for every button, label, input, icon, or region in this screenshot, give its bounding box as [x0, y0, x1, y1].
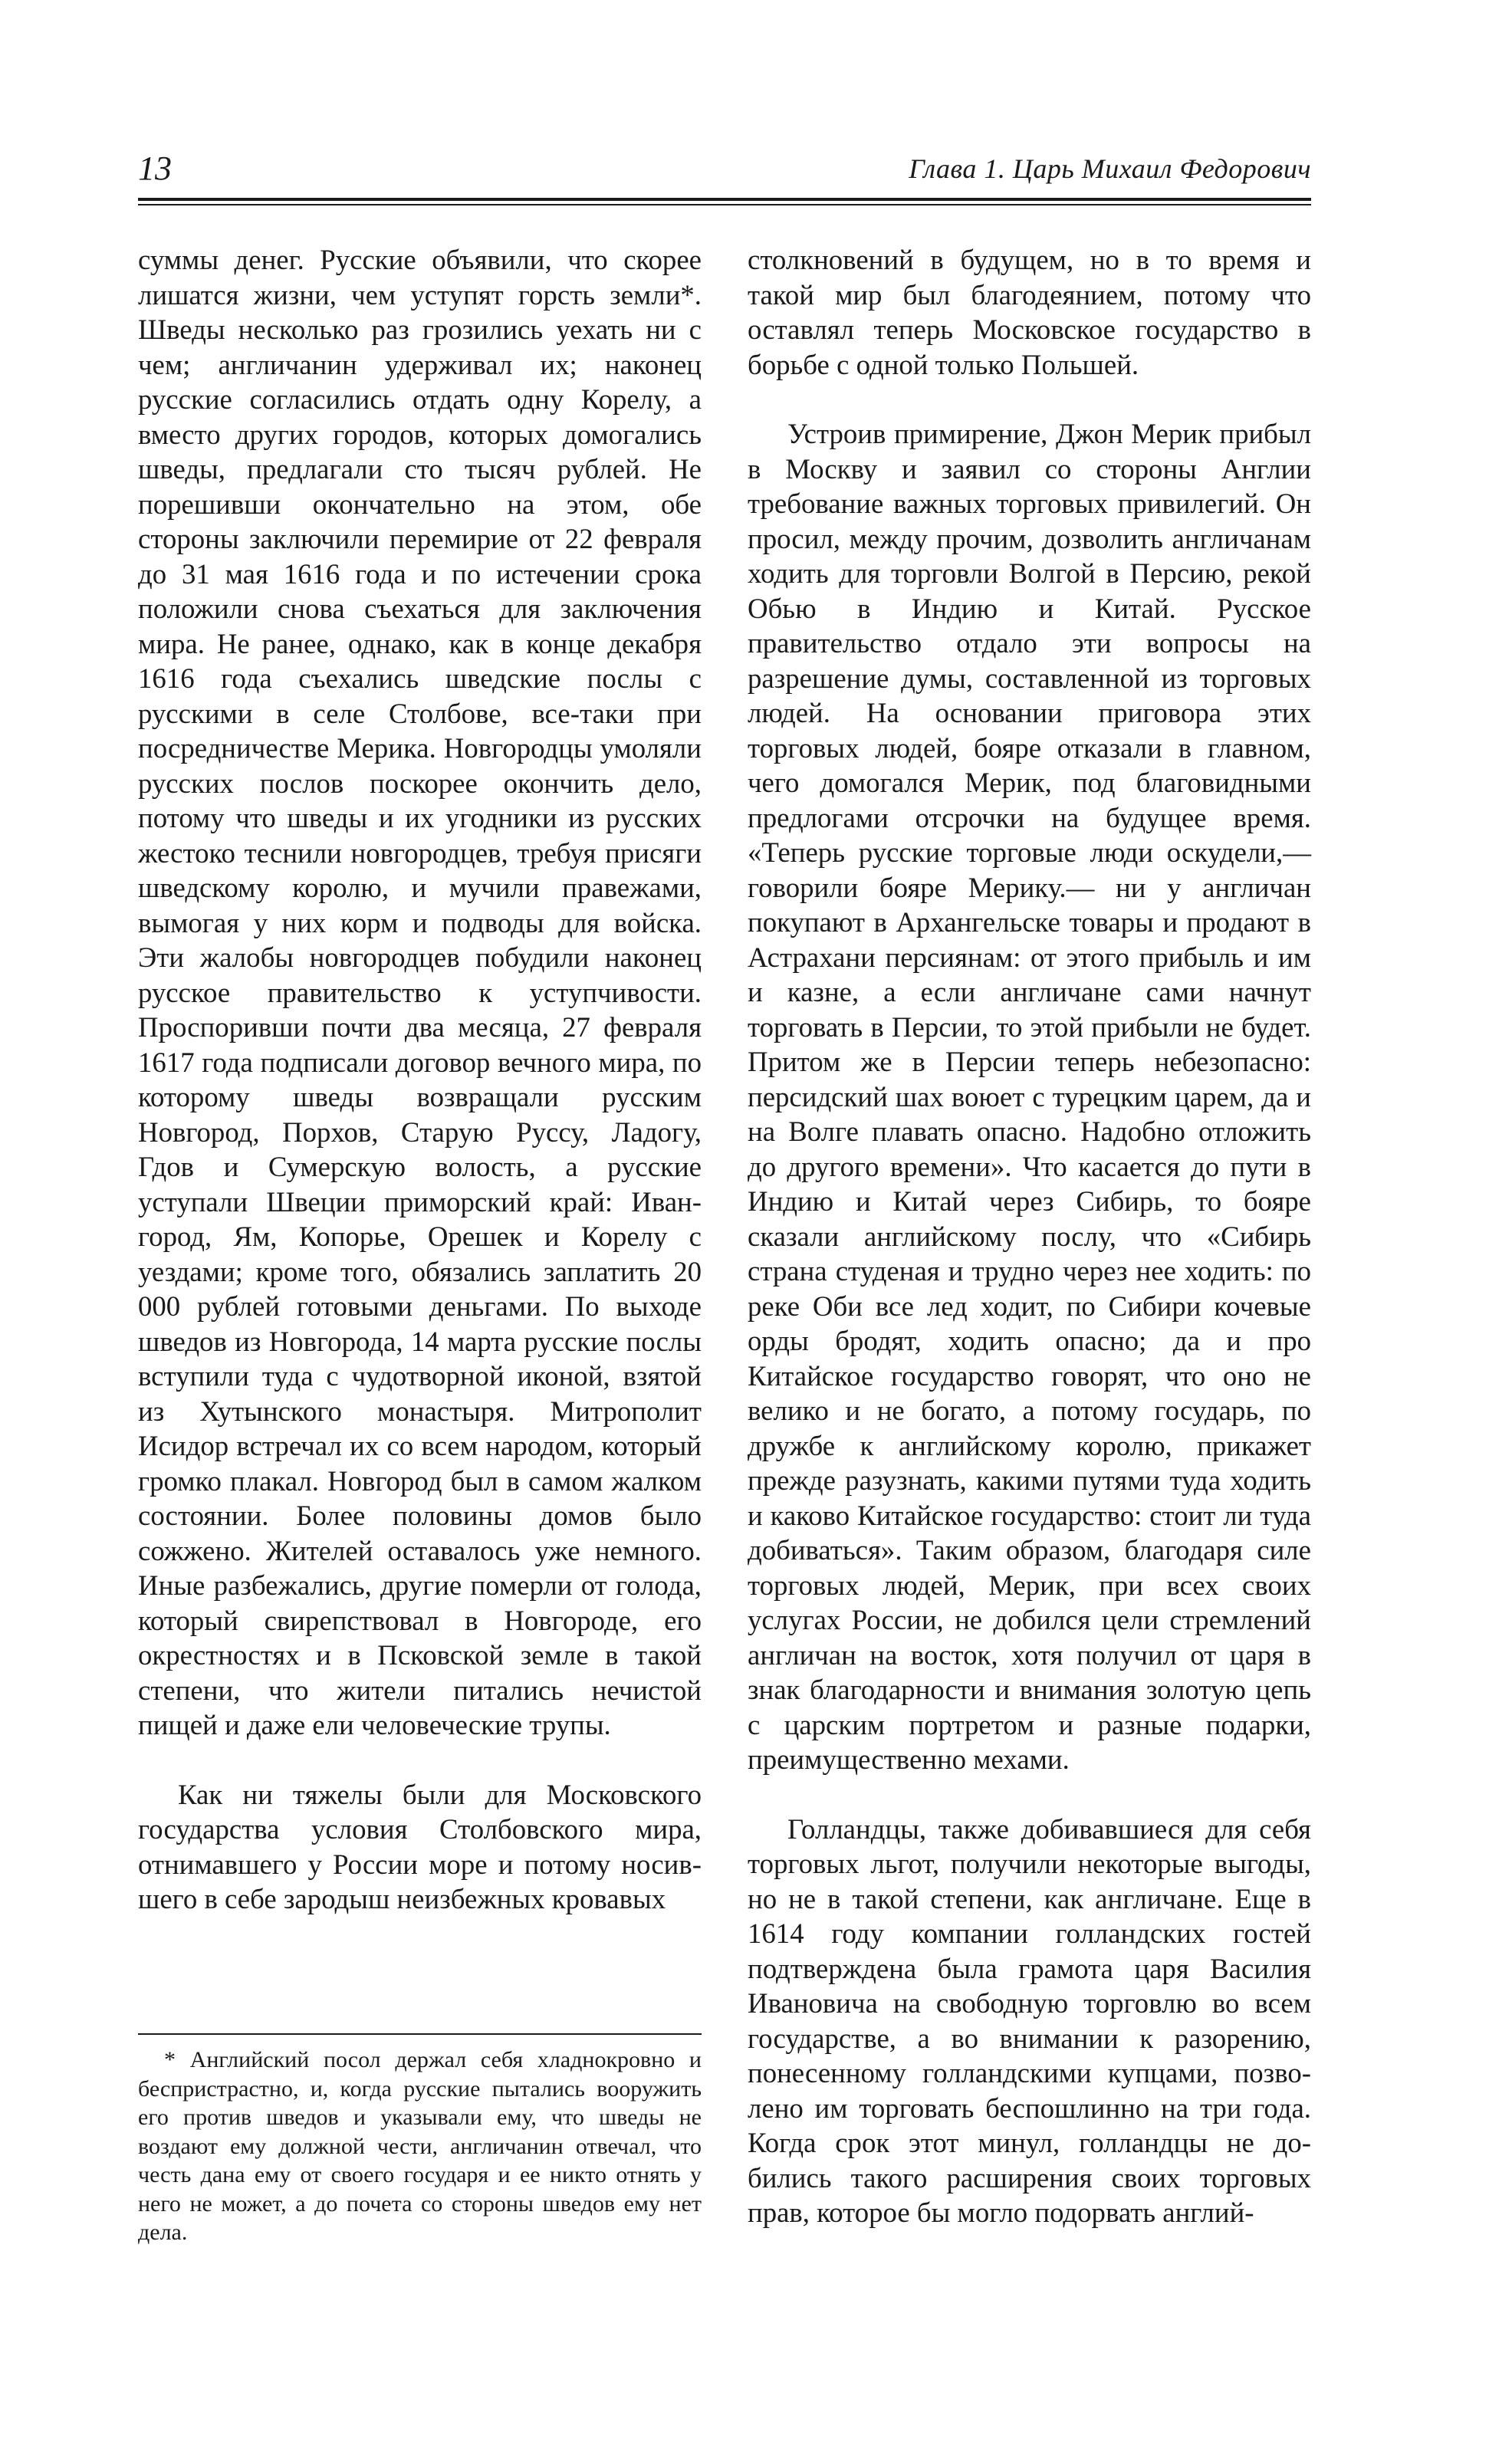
footnote-text: * Английский посол держал себя хладнокровно и беспристрастно, и, когда русские пытались вооружить его против шведов и указывали ему, что шведы не воздают ему должной чести, англичанин отвечал, что честь дана ему от своего государя и ее никто отнять у него не может, а до почета со стороны шведов ему нет дела.: [138, 2047, 702, 2245]
paragraph-right-3: Голландцы, также добивавшиеся для себя торговых льгот, получили некоторые выгоды, но не в такой степени, как англичане. Еще в 1614 году компании голландских гостей подтверждена была грамота царя Василия Ивановича на свободную торговлю во всем государстве, а во внимании к разорению, понесенному голландскими купцами, позволено им торговать беспошлинно на три года. Когда срок этот минул, голландцы не добились такого расширения своих торговых прав, которое бы могло подорвать англий-: [748, 1812, 1311, 2228]
header-rule-thin: [138, 204, 1311, 205]
paragraph-right-2: Устроив примирение, Джон Мерик прибыл в Москву и заявил со стороны Англии требование важных торговых привилегий. Он просил, между прочим, дозволить англичанам ходить для торговли Волгой в Персию, рекой Обью в Индию и Китай. Русское правительство отдало эти вопросы на разрешение думы, составленной из торговых людей. На основании приговора этих торговых людей, бояре отказали в главном, чего домогался Мерик, под благовидными предлогами отсрочки на будущее время. «Теперь русские торговые люди оскудели,— говорили бояре Мерику.— ни у англичан покупают в Архангельске товары и продают в Астрахани персиянам: от этого прибыль и им и казне, а если англичане сами начнут торговать в Персии, то этой прибыли не будет. Притом же в Персии теперь небезопасно: персидский шах воюет с турецким царем, да и на Волге плавать опасно. Надобно отложить до другого времени». Что касается до пути в Индию и Китай через Сибирь, то бояре сказали английскому послу, что «Сибирь страна студеная и трудно через нее ходить: по реке Оби все лед ходит, по Сибири кочевые орды бродят, ходить опасно; да и про Китайское государство говорят, что оно не велико и не богато, а потому государь, по дружбе к английскому королю, прикажет прежде разузнать, какими путями туда ходить и каково Китайское государство: стоит ли туда добиваться». Таким образом, благодаря силе торговых людей, Мерик, при всех своих услугах России, не добился цели стремлений англичан на восток, хотя получил от царя в знак благодарности и внимания золотую цепь с царским портретом и разные подарки, преимущественно мехами.: [748, 418, 1311, 1775]
paragraph-right-1: столкновений в будущем, но в то время и такой мир был благодеянием, потому что оставлял теперь Московское государство в борьбе с одной только Польшей.: [748, 244, 1311, 380]
right-column: [748, 242, 1311, 2230]
paragraph-left-2: Как ни тяжелы были для Московского государства условия Столбовского мира, отнимавшего у России море и потому носившего в себе зародыш неизбежных кровавых: [138, 1778, 702, 1914]
page-number: 13: [138, 150, 172, 187]
footnote-rule: [138, 2033, 702, 2035]
header-rule-thick: [138, 198, 1311, 201]
left-column: [138, 242, 702, 1917]
page-header: [138, 150, 1311, 196]
footnote: [138, 2046, 702, 2247]
paragraph-left-1: суммы денег. Русские объявили, что скорее лишатся жизни, чем уступят горсть земли*. Шведы несколько раз грозились уехать ни с чем; англичанин удерживал их; наконец русские согласились отдать одну Корелу, а вместо других городов, которых домогались шведы, предлагали сто тысяч рублей. Не порешивши окончательно на этом, обе стороны заключили перемирие от 22 февраля до 31 мая 1616 года и по истечении срока положили снова съехаться для заключения мира. Не ранее, однако, как в конце декабря 1616 года съехались шведские послы с русскими в селе Столбове, все-таки при посредничестве Мерика. Новгородцы умоляли русских послов поскорее окончить дело, потому что шведы и их угодники из русских жестоко теснили новгородцев, требуя присяги шведскому королю, и мучили правежами, вымогая у них корм и подводы для войска. Эти жалобы новгородцев побудили наконец русское правительство к уступчивости. Проспоривши почти два месяца, 27 февраля 1617 года подписали договор вечного мира, по которому шведы возвращали русским Новгород, Порхов, Старую Руссу, Ладогу, Гдов и Сумерскую волость, а русские уступали Швеции приморский край: Иван-город, Ям, Копорье, Орешек и Корелу с уездами; кроме того, обязались заплатить 20 000 рублей готовыми деньгами. По выходе шведов из Новгорода, 14 марта русские послы вступили туда с чудотворной иконой, взятой из Хутынского монастыря. Митрополит Исидор встречал их со всем народом, который громко плакал. Новгород был в самом жалком состоянии. Более половины домов было сожжено. Жителей оставалось уже немного. Иные разбежались, другие померли от голода, который свирепствовал в Новгороде, его окрестностях и в Псковской земле в такой степени, что жители питались нечистой пищей и даже ели человеческие трупы.: [138, 244, 702, 1740]
running-title: Глава 1. Царь Михаил Федорович: [909, 153, 1311, 184]
